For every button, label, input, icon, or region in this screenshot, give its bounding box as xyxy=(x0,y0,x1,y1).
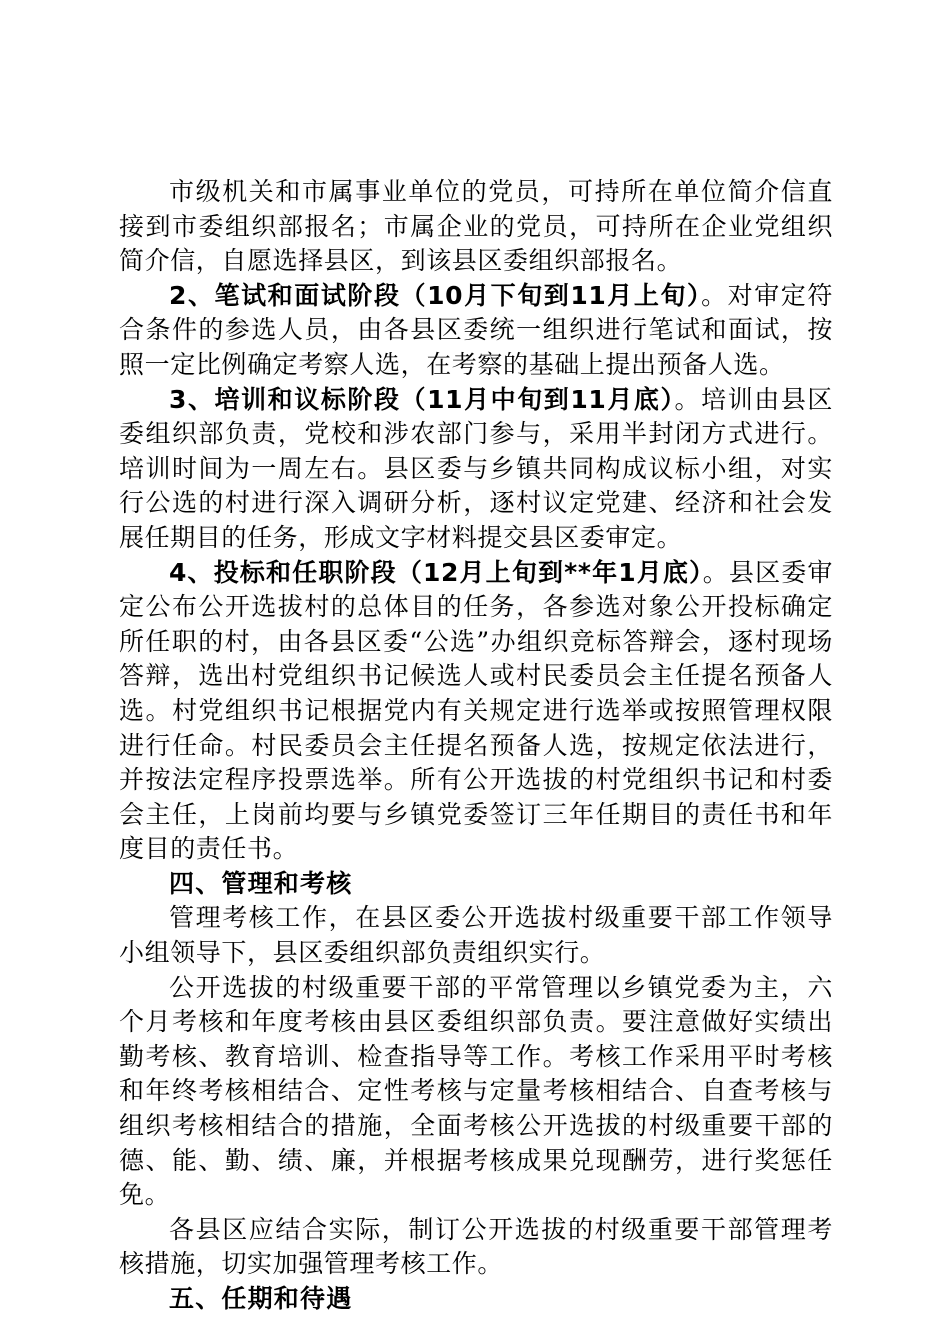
stage-3-heading: 3、培训和议标阶段（11月中旬到11月底） xyxy=(169,384,675,414)
paragraph-stage-2 xyxy=(119,279,833,383)
stage-2-heading: 2、笔试和面试阶段（10月下旬到11月上旬） xyxy=(169,280,702,310)
paragraph-management-measures: 各县区应结合实际，制订公开选拔的村级重要干部管理考核措施，切实加强管理考核工作。 xyxy=(119,1214,833,1279)
stage-4-heading: 4、投标和任职阶段（12月上旬到**年1月底） xyxy=(169,557,703,587)
paragraph-stage-3 xyxy=(119,383,833,556)
document-body xyxy=(119,175,833,1317)
paragraph-stage-4 xyxy=(119,556,833,867)
section-heading-term: 五、任期和待遇 xyxy=(169,1284,353,1313)
paragraph-registration: 市级机关和市属事业单位的党员，可持所在单位简介信直接到市委组织部报名；市属企业的党员，可持所在企业党组织简介信，自愿选择县区，到该县区委组织部报名。 xyxy=(119,177,833,276)
stage-4-body: 。县区委审定公布公开选拔村的总体目的任务，各参选对象公开投标确定所任职的村，由各县区委“公选”办组织竞标答辩会，逐村现场答辩，选出村党组织书记候选人或村民委员会主任提名预备人选。村党组织书记根据党内有关规定进行选举或按照管理权限进行任命。村民委员会主任提名预备人选，按规定依法进行，并按法定程序投票选举。所有公开选拔的村党组织书记和村委会主任，上岗前均要与乡镇党委签订三年任期目的责任书和年度目的责任书。 xyxy=(119,557,833,864)
paragraph-management-assessment: 公开选拔的村级重要干部的平常管理以乡镇党委为主，六个月考核和年度考核由县区委组织部负责。要注意做好实绩出勤考核、教育培训、检查指导等工作。考核工作采用平时考核和年终考核相结合、定性考核与定量考核相结合、自查考核与组织考核相结合的措施，全面考核公开选拔的村级重要干部的德、能、勤、绩、廉，并根据考核成果兑现酬劳，进行奖惩任免。 xyxy=(119,972,833,1210)
section-heading-management: 四、管理和考核 xyxy=(169,868,353,898)
paragraph-management-leadership: 管理考核工作，在县区委公开选拔村级重要干部工作领导小组领导下，县区委组织部负责组织实行。 xyxy=(119,903,833,968)
stage-3-body: 。培训由县区委组织部负责，党校和涉农部门参与，采用半封闭方式进行。培训时间为一周左右。县区委与乡镇共同构成议标小组，对实行公选的村进行深入调研分析，逐村议定党建、经济和社会发展任期目的任务，形成文字材料提交县区委审定。 xyxy=(119,384,834,552)
stage-2-body: 。对审定符合条件的参选人员，由各县区委统一组织进行笔试和面试，按照一定比例确定考察人选，在考察的基础上提出预备人选。 xyxy=(119,280,833,379)
